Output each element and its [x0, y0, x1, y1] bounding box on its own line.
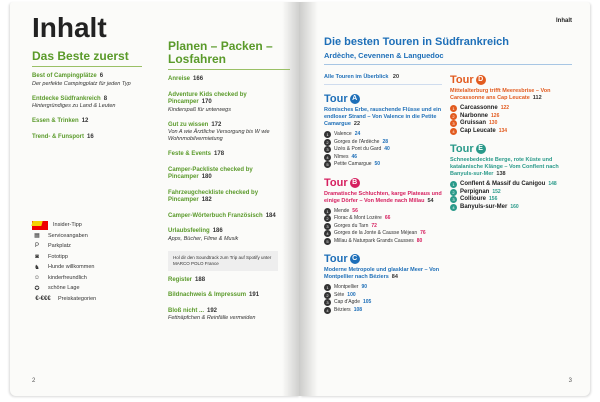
toc-entry-subtitle: Apps, Bücher, Filme & Musik: [168, 235, 239, 242]
stop-number: 3: [450, 120, 457, 127]
stop-name: Cap d'Agde: [334, 299, 360, 305]
parking-icon: P: [34, 243, 39, 250]
toc-entry-title: [168, 292, 290, 300]
toc-entry-title: [168, 308, 290, 316]
running-header: Inhalt: [556, 18, 572, 24]
stop-name: Cap Leucate: [460, 127, 496, 134]
tour-stop[interactable]: [324, 161, 442, 169]
dog-icon: ♞: [34, 264, 40, 271]
tour-b[interactable]: [324, 177, 442, 246]
stop-number: 3: [324, 223, 331, 230]
tour-stop[interactable]: [324, 215, 442, 223]
camera-icon: ◙: [35, 253, 39, 260]
stop-name: Narbonne: [460, 112, 489, 119]
tour-description-text: Schneebedeckte Berge, rote Küste und katalanische Klänge – Vom Conflent nach Banyuls-sur-Mer: [450, 157, 559, 177]
entry-title-text: Adventure Kids checked by Pincamper: [168, 91, 247, 105]
stop-number: 2: [450, 189, 457, 196]
stop-number: 3: [450, 196, 457, 203]
stop-page: 28: [382, 138, 388, 145]
section-planning: [168, 40, 290, 330]
toc-entry-title: [32, 73, 142, 81]
toc-entry[interactable]: [32, 96, 142, 111]
tours-column-1: [324, 74, 442, 322]
stop-page: 130: [489, 120, 498, 126]
stop-page: 24: [354, 131, 361, 137]
toc-entry-title: [32, 96, 142, 104]
service-icon: ▦: [34, 233, 40, 240]
tour-word: Tour: [450, 74, 474, 86]
stop-number: 1: [324, 208, 331, 215]
toc-entry-title: [168, 277, 290, 285]
stop-name: Banyuls-sur-Mer: [460, 203, 508, 210]
tour-description-page: 84: [391, 274, 398, 280]
stop-number: 1: [324, 131, 331, 138]
entry-title-text: Trend- & Funsport: [32, 133, 84, 140]
stop-name: Millau & Naturpark Grands Causses: [334, 237, 414, 244]
legend-label: Hunde willkommen: [48, 264, 95, 271]
toc-entry[interactable]: [32, 118, 142, 126]
tour-stop[interactable]: [450, 128, 576, 136]
tour-stop[interactable]: [450, 113, 576, 121]
stop-number: 1: [450, 105, 457, 112]
legend-row: [32, 283, 152, 294]
tour-stop[interactable]: [324, 154, 442, 162]
tour-stop[interactable]: [450, 189, 576, 197]
toc-entry-subtitle: Hintergründiges zu Land & Leuten: [32, 103, 116, 109]
stop-page: 76: [420, 230, 426, 236]
stop-page: 100: [347, 291, 356, 298]
tours-subtitle: Ardèche, Cevennen & Languedoc: [324, 51, 444, 60]
stop-number: 4: [324, 154, 331, 161]
stop-page: 126: [491, 112, 500, 119]
entry-page: 166: [193, 76, 204, 82]
entry-page: 182: [201, 197, 212, 203]
toc-entry-title: [168, 122, 290, 130]
stop-name: Collioure: [460, 196, 487, 202]
tour-heading: [450, 74, 576, 86]
legend-label: Insider-Tipp: [53, 222, 82, 229]
toc-entry-title: [168, 213, 290, 221]
tour-description-text: Mittelalterburg trifft Meeresbrise – Von Carcassonne ans Cap Leucate: [450, 88, 551, 101]
entry-title-text: Anreise: [168, 76, 191, 82]
tour-heading: [450, 143, 576, 155]
stop-name: Mende: [334, 207, 350, 214]
open-book: [10, 2, 590, 398]
stop-name: Nîmes: [334, 153, 349, 160]
tour-letter-badge: E: [476, 144, 486, 154]
stop-page: 80: [416, 237, 423, 244]
legend-row: [32, 262, 152, 273]
stop-page: 40: [384, 146, 390, 152]
toc-entry[interactable]: [168, 292, 290, 300]
tour-heading: [324, 177, 442, 189]
toc-entry[interactable]: [168, 122, 290, 144]
toc-entry-subtitle: Fettnäpfchen & Reinfälle vermeiden: [168, 315, 256, 321]
divider: [324, 64, 572, 65]
tour-description: [324, 191, 442, 205]
stop-number: 5: [324, 238, 331, 245]
stop-page: 72: [371, 222, 377, 229]
right-page: [300, 2, 590, 396]
entry-page: 172: [211, 121, 222, 128]
stop-name: Montpellier: [334, 284, 359, 290]
tour-description-page: 138: [496, 171, 506, 177]
stop-page: 160: [510, 203, 519, 210]
entry-title-text: Fahrzeugcheckliste checked by Pincamper: [168, 189, 259, 203]
entry-page: 6: [99, 73, 104, 79]
stop-name: Uzès & Pont du Gard: [334, 146, 382, 152]
entry-title-text: Best of Campingplätze: [32, 73, 97, 79]
stop-number: 2: [324, 215, 331, 222]
gutter-shadow-right: [300, 2, 318, 396]
legend-row: [32, 294, 152, 305]
toc-entry[interactable]: [168, 228, 290, 243]
tour-description-text: Römisches Erbe, rauschende Flüsse und ein endloser Strand – Von Valence in die Petite Camargue: [324, 107, 442, 127]
legend-row: [32, 220, 152, 231]
stop-name: Gorges du Tarn: [334, 222, 369, 229]
entry-title-text: Bloß nicht ...: [168, 307, 204, 314]
stop-page: 50: [374, 161, 381, 167]
tour-description: [324, 107, 442, 128]
tour-stop[interactable]: [324, 230, 442, 238]
entry-page: 191: [249, 292, 260, 298]
toc-entry-title: [32, 134, 142, 142]
stop-number: 2: [450, 113, 457, 120]
stop-page: 56: [352, 207, 358, 214]
tour-stop[interactable]: [324, 299, 442, 307]
tour-description-page: 22: [353, 121, 361, 127]
entry-title-text: Entdecke Südfrankreich: [32, 95, 101, 102]
stop-name: Florac & Mont Lozère: [334, 215, 382, 221]
toc-entry[interactable]: [168, 76, 290, 84]
toc-entry[interactable]: [168, 308, 290, 323]
tour-word: Tour: [450, 143, 474, 155]
tour-d[interactable]: [450, 74, 576, 135]
all-tours-page: 20: [392, 74, 400, 80]
stop-number: 4: [450, 128, 457, 135]
tour-c[interactable]: [324, 253, 442, 314]
stop-number: 3: [324, 146, 331, 153]
toc-entry-title: [168, 151, 290, 159]
stop-page: 122: [500, 105, 510, 111]
stop-name: Petite Camargue: [334, 161, 372, 167]
stop-page: 152: [492, 188, 501, 195]
toc-entry[interactable]: [32, 73, 142, 88]
tour-stop[interactable]: [324, 139, 442, 147]
toc-entry-subtitle: Der perfekte Campingplatz für jeden Typ: [32, 80, 131, 87]
tour-stop[interactable]: [324, 223, 442, 231]
all-tours-link[interactable]: [324, 74, 442, 85]
tour-stop[interactable]: [324, 208, 442, 216]
stop-number: 4: [450, 204, 457, 211]
tour-e[interactable]: [450, 143, 576, 211]
toc-entry-title: [32, 118, 142, 126]
tour-stop[interactable]: [324, 131, 442, 139]
page-number: 2: [32, 378, 36, 384]
stop-page: 108: [353, 306, 363, 313]
tour-letter-badge: B: [350, 178, 360, 188]
stop-name: Béziers: [334, 306, 351, 313]
stop-name: Conflent & Massif du Canigou: [460, 181, 546, 187]
section-heading: Planen – Packen – Losfahren: [168, 40, 290, 70]
tour-description: [324, 267, 442, 281]
legend-label: Serviceangaben: [48, 232, 88, 239]
stop-name: Gorges de la Jonte & Causse Méjean: [334, 230, 418, 236]
tour-word: Tour: [324, 93, 348, 105]
entry-page: 192: [207, 307, 218, 314]
page-title: Inhalt: [32, 12, 107, 43]
entry-page: 184: [265, 212, 276, 219]
tour-description-page: 112: [532, 95, 542, 101]
toc-entry[interactable]: [168, 190, 290, 205]
tour-heading: [324, 253, 442, 265]
toc-entry-subtitle: Kinderspaß für unterwegs: [168, 106, 231, 113]
legend-label: Parkplatz: [48, 243, 71, 250]
legend-row: [32, 241, 152, 252]
legend-label: kinderfreundlich: [48, 274, 87, 281]
toc-entry[interactable]: [168, 167, 290, 182]
tour-word: Tour: [324, 253, 348, 265]
tour-stop[interactable]: [450, 196, 576, 204]
toc-entry-subtitle: Von A wie Ärztliche Versorgung bis W wie Wohnmobilvermietung: [168, 129, 270, 142]
entry-title-text: Feste & Events: [168, 151, 212, 157]
stop-number: 1: [324, 284, 331, 291]
stop-page: 134: [498, 127, 508, 134]
tour-stop[interactable]: [324, 146, 442, 154]
all-tours-label: Alle Touren im Überblick: [324, 74, 389, 80]
stop-page: 105: [362, 299, 372, 305]
toc-entry-title: [168, 190, 290, 205]
tour-a[interactable]: [324, 93, 442, 169]
tour-description: [450, 157, 576, 178]
tour-stop[interactable]: [324, 292, 442, 300]
entry-title-text: Urlaubsfeeling: [168, 228, 210, 234]
stop-name: Gruissan: [460, 120, 487, 126]
toc-entry[interactable]: [32, 134, 142, 142]
legend: [32, 220, 152, 304]
stop-number: 5: [324, 161, 331, 168]
tour-word: Tour: [324, 176, 348, 189]
insider-tip-icon: [32, 221, 48, 230]
legend-row: [32, 273, 152, 284]
stop-number: 2: [324, 292, 331, 299]
stop-number: 4: [324, 230, 331, 237]
stop-page: 156: [489, 196, 498, 202]
entry-page: 170: [201, 99, 212, 105]
stop-name: Perpignan: [460, 188, 490, 195]
tour-description-page: 54: [427, 197, 434, 204]
spotify-promo: Hol dir den Soundtrack zum Trip auf Spotify unter MARCO POLO France: [168, 251, 278, 271]
legend-row: [32, 231, 152, 242]
tour-stop[interactable]: [450, 181, 576, 189]
tours-title: Die besten Touren in Südfrankreich: [324, 36, 509, 48]
entry-page: 188: [195, 276, 206, 283]
entry-page: 180: [201, 174, 212, 180]
legend-label: schöne Lage: [48, 285, 80, 292]
tour-description-text: Dramatische Schluchten, karge Plateaus und einige Dörfer – Von Mende nach Millau: [324, 190, 442, 204]
entry-page: 12: [81, 118, 89, 124]
entry-title-text: Camper-Wörterbuch Französisch: [168, 212, 263, 219]
entry-title-text: Camper-Packliste checked by Pincamper: [168, 166, 253, 180]
entry-title-text: Gut zu wissen: [168, 121, 209, 128]
toc-entry[interactable]: [168, 92, 290, 114]
tour-stop[interactable]: [450, 105, 576, 113]
entry-title-text: Bildnachweis & Impressum: [168, 292, 247, 298]
toc-entry-title: [168, 167, 290, 182]
location-icon: ✪: [34, 285, 40, 292]
entry-page: 178: [214, 151, 225, 157]
stop-name: Sète: [334, 291, 345, 298]
tour-stop[interactable]: [450, 120, 576, 128]
stop-page: 90: [361, 284, 368, 290]
section-heading: Das Beste zuerst: [32, 50, 142, 67]
tour-letter-badge: D: [476, 75, 486, 85]
child-icon: ☺: [33, 274, 41, 281]
toc-entry-title: [168, 76, 290, 84]
page-number: 3: [568, 378, 572, 384]
entry-title-text: Register: [168, 276, 193, 283]
toc-entry[interactable]: [168, 213, 290, 221]
section-best-first: [32, 50, 142, 149]
price-icon: €-€€€: [35, 295, 51, 302]
entry-page: 16: [87, 133, 94, 140]
stop-page: 66: [384, 215, 391, 221]
legend-label: Preiskategorien: [58, 295, 97, 302]
stop-page: 148: [548, 181, 557, 187]
entry-title-text: Essen & Trinken: [32, 118, 79, 124]
entry-page: 8: [103, 95, 108, 102]
legend-row: [32, 252, 152, 263]
stop-number: 4: [324, 307, 331, 314]
stop-page: 46: [351, 153, 358, 160]
tour-description-text: Moderne Metropole und glasklar Meer – Von Montpellier nach Béziers: [324, 267, 440, 280]
entry-page: 186: [212, 228, 223, 234]
stop-number: 3: [324, 299, 331, 306]
tour-letter-badge: C: [350, 254, 360, 264]
legend-label: Fototipp: [48, 253, 68, 260]
toc-entry[interactable]: [168, 151, 290, 159]
stop-number: 2: [324, 139, 331, 146]
tours-column-2: [450, 74, 576, 219]
stop-name: Carcassonne: [460, 105, 498, 111]
tour-stop[interactable]: [450, 204, 576, 212]
stop-number: 1: [450, 181, 457, 188]
tour-stop[interactable]: [324, 284, 442, 292]
tour-letter-badge: A: [350, 94, 360, 104]
stop-name: Gorges de l'Ardèche: [334, 138, 380, 145]
toc-entry[interactable]: [168, 277, 290, 285]
tour-stop[interactable]: [324, 238, 442, 246]
left-page: [10, 2, 300, 396]
tour-heading: [324, 93, 442, 105]
toc-entry-title: [168, 92, 290, 107]
tour-description: [450, 88, 576, 102]
tour-stop[interactable]: [324, 307, 442, 315]
stop-name: Valence: [334, 131, 352, 137]
toc-entry-title: [168, 228, 290, 236]
